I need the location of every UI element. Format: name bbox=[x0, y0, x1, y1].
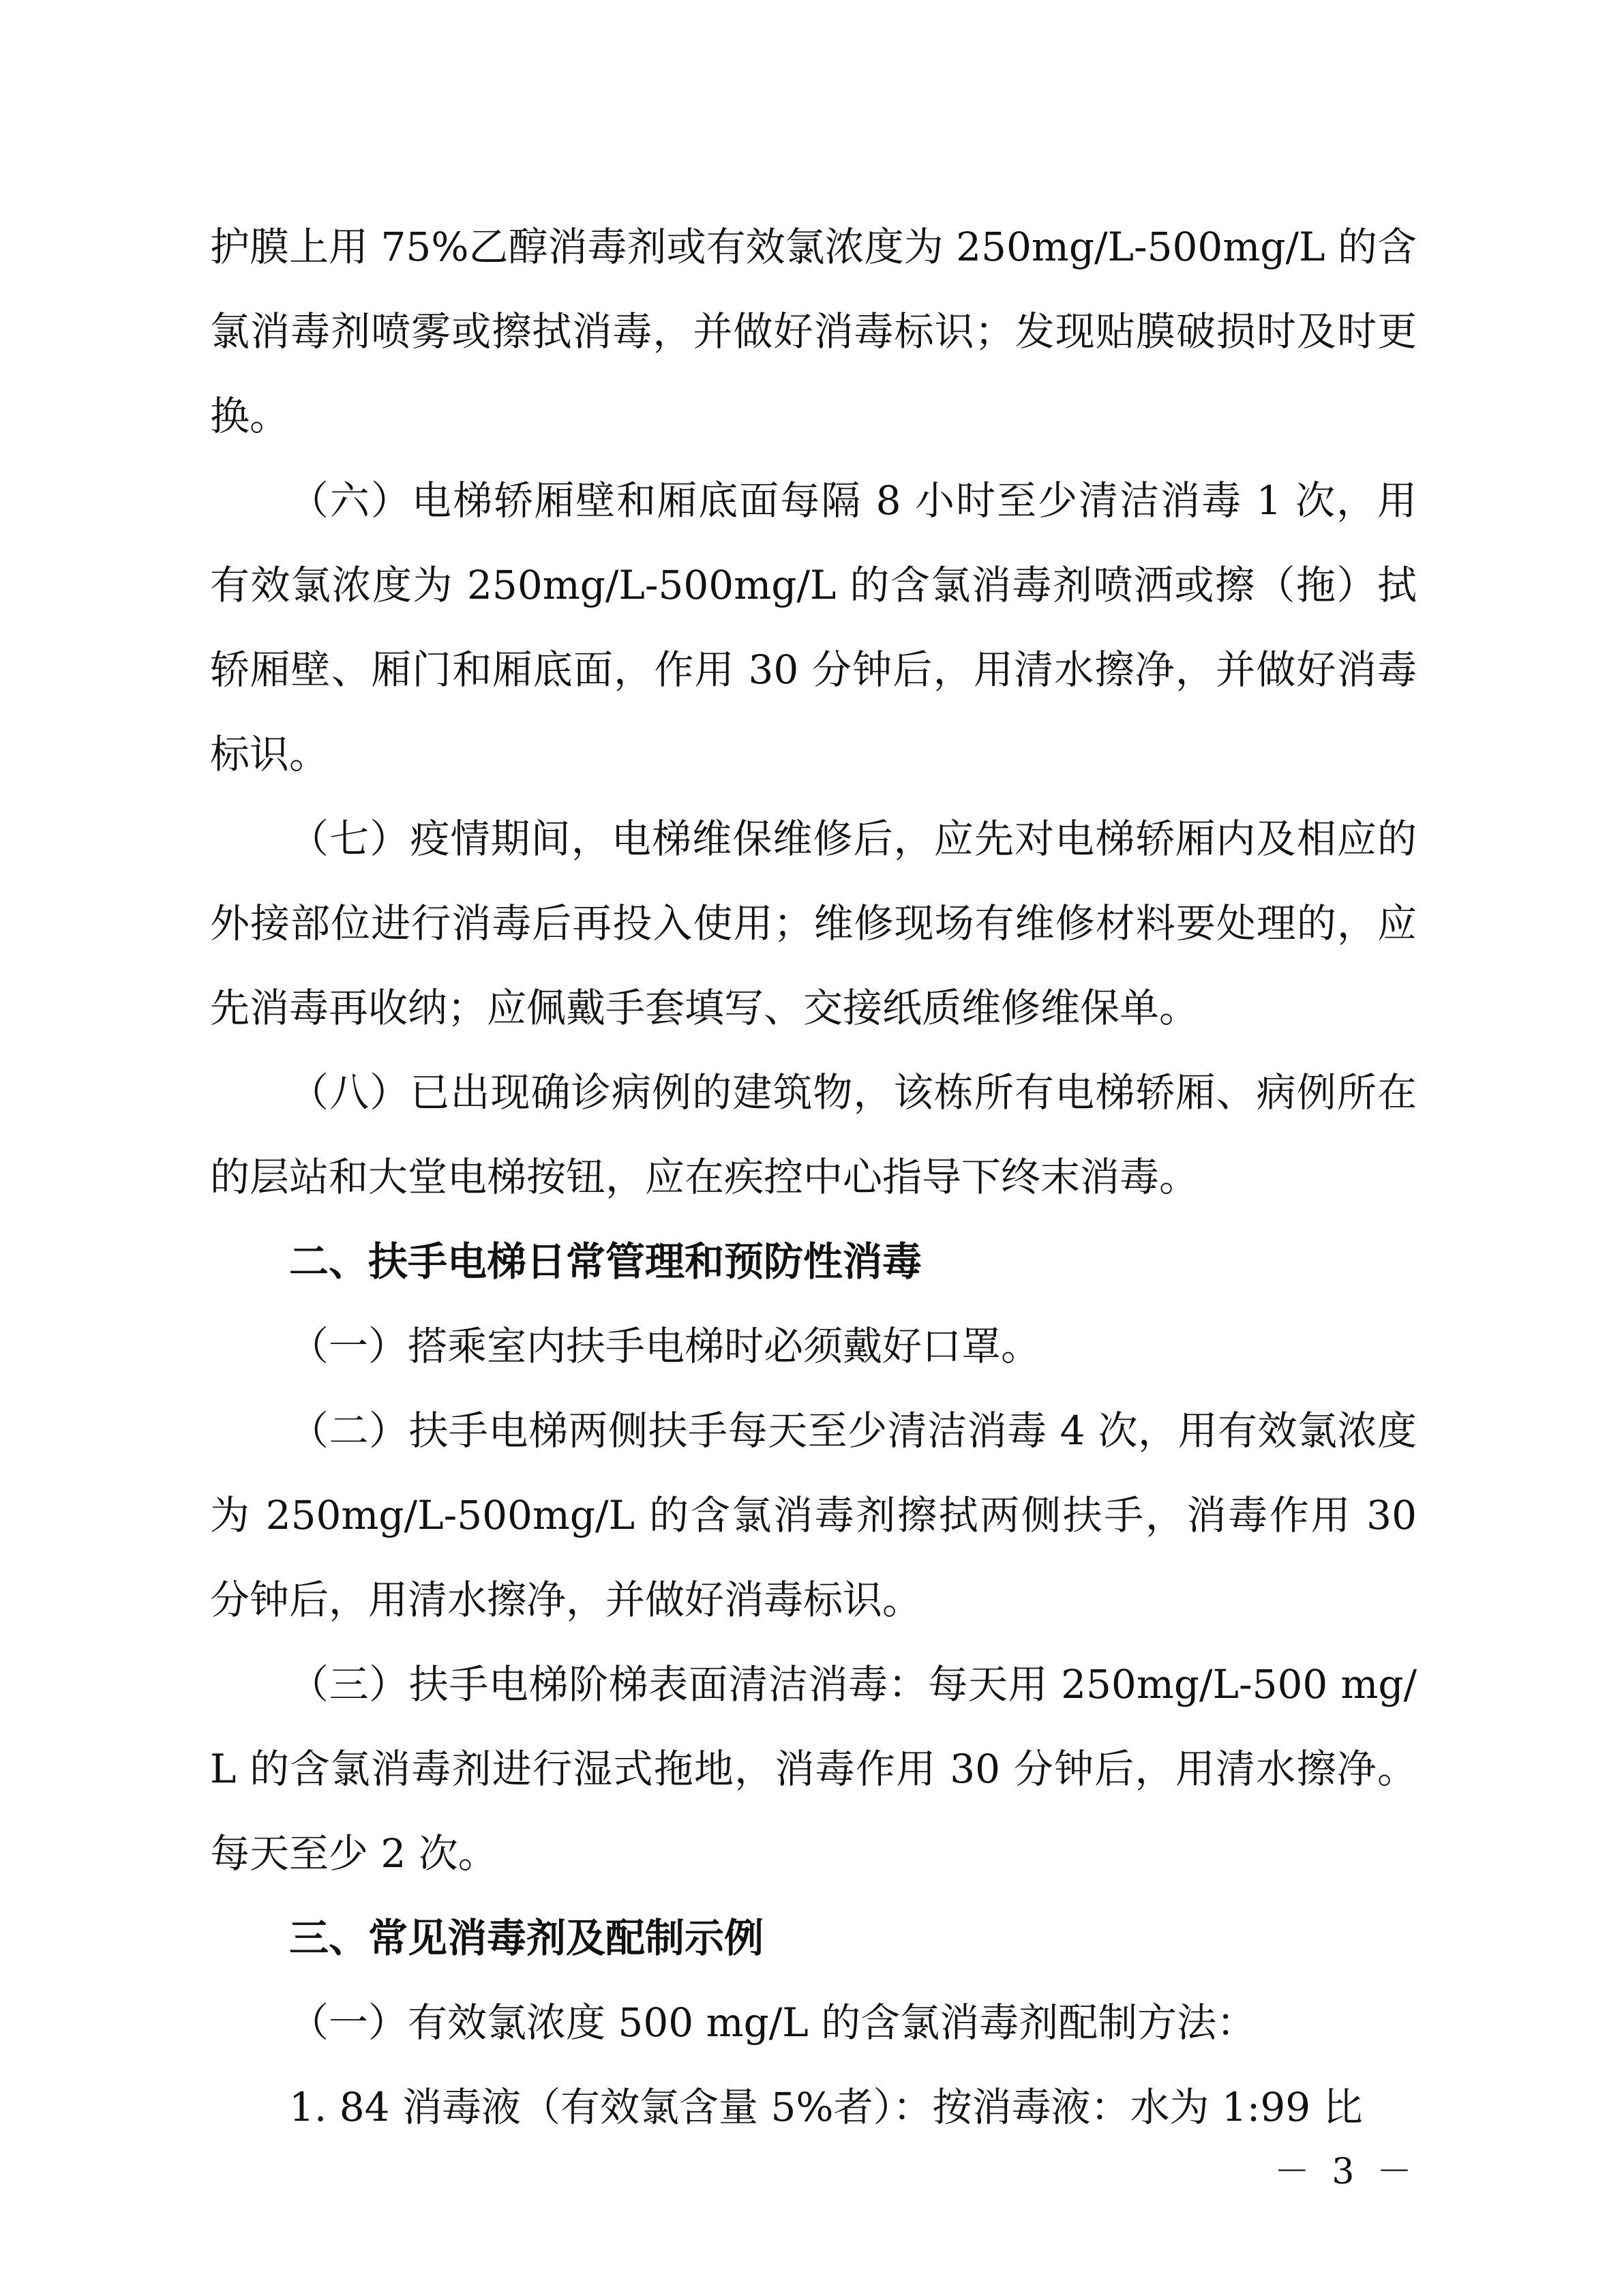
paragraph-item-6: （六）电梯轿厢壁和厢底面每隔 8 小时至少清洁消毒 1 次，用有效氯浓度为 250mg/L-500mg/L 的含氯消毒剂喷洒或擦（拖）拭轿厢壁、厢门和厢底面，作用 30 分钟后，用清水擦净，并做好消毒标识。 bbox=[210, 477, 1417, 777]
document-body bbox=[210, 205, 1417, 2149]
paragraph-escalator-item-3: （三）扶手电梯阶梯表面清洁消毒：每天用 250mg/L-500 mg/L 的含氯消毒剂进行湿式拖地，消毒作用 30 分钟后，用清水擦净。每天至少 2 次。 bbox=[210, 1661, 1417, 1877]
paragraph-item-8: （八）已出现确诊病例的建筑物，该栋所有电梯轿厢、病例所在的层站和大堂电梯按钮，应在疾控中心指导下终末消毒。 bbox=[210, 1069, 1417, 1200]
section-heading-disinfectants: 三、常见消毒剂及配制示例 bbox=[289, 1915, 764, 1961]
page-number: － 3 － bbox=[1274, 2151, 1417, 2192]
paragraph-item-7: （七）疫情期间，电梯维保维修后，应先对电梯轿厢内及相应的外接部位进行消毒后再投入使用；维修现场有维修材料要处理的，应先消毒再收纳；应佩戴手套填写、交接纸质维修维保单。 bbox=[210, 816, 1417, 1031]
paragraph-escalator-item-1: （一）搭乘室内扶手电梯时必须戴好口罩。 bbox=[289, 1323, 1041, 1369]
paragraph-escalator-item-2: （二）扶手电梯两侧扶手每天至少清洁消毒 4 次，用有效氯浓度为 250mg/L-500mg/L 的含氯消毒剂擦拭两侧扶手，消毒作用 30 分钟后，用清水擦净，并做好消毒标识。 bbox=[210, 1407, 1417, 1623]
paragraph-disinfectant-item-1: （一）有效氯浓度 500 mg/L 的含氯消毒剂配制方法： bbox=[289, 1999, 1257, 2046]
paragraph-continuation: 护膜上用 75%乙醇消毒剂或有效氯浓度为 250mg/L-500mg/L 的含氯消毒剂喷雾或擦拭消毒，并做好消毒标识；发现贴膜破损时及时更换。 bbox=[210, 224, 1417, 439]
section-heading-escalator: 二、扶手电梯日常管理和预防性消毒 bbox=[289, 1238, 922, 1285]
paragraph-84-solution: 1. 84 消毒液（有效氯含量 5%者）：按消毒液：水为 1:99 比 bbox=[289, 2084, 1363, 2130]
